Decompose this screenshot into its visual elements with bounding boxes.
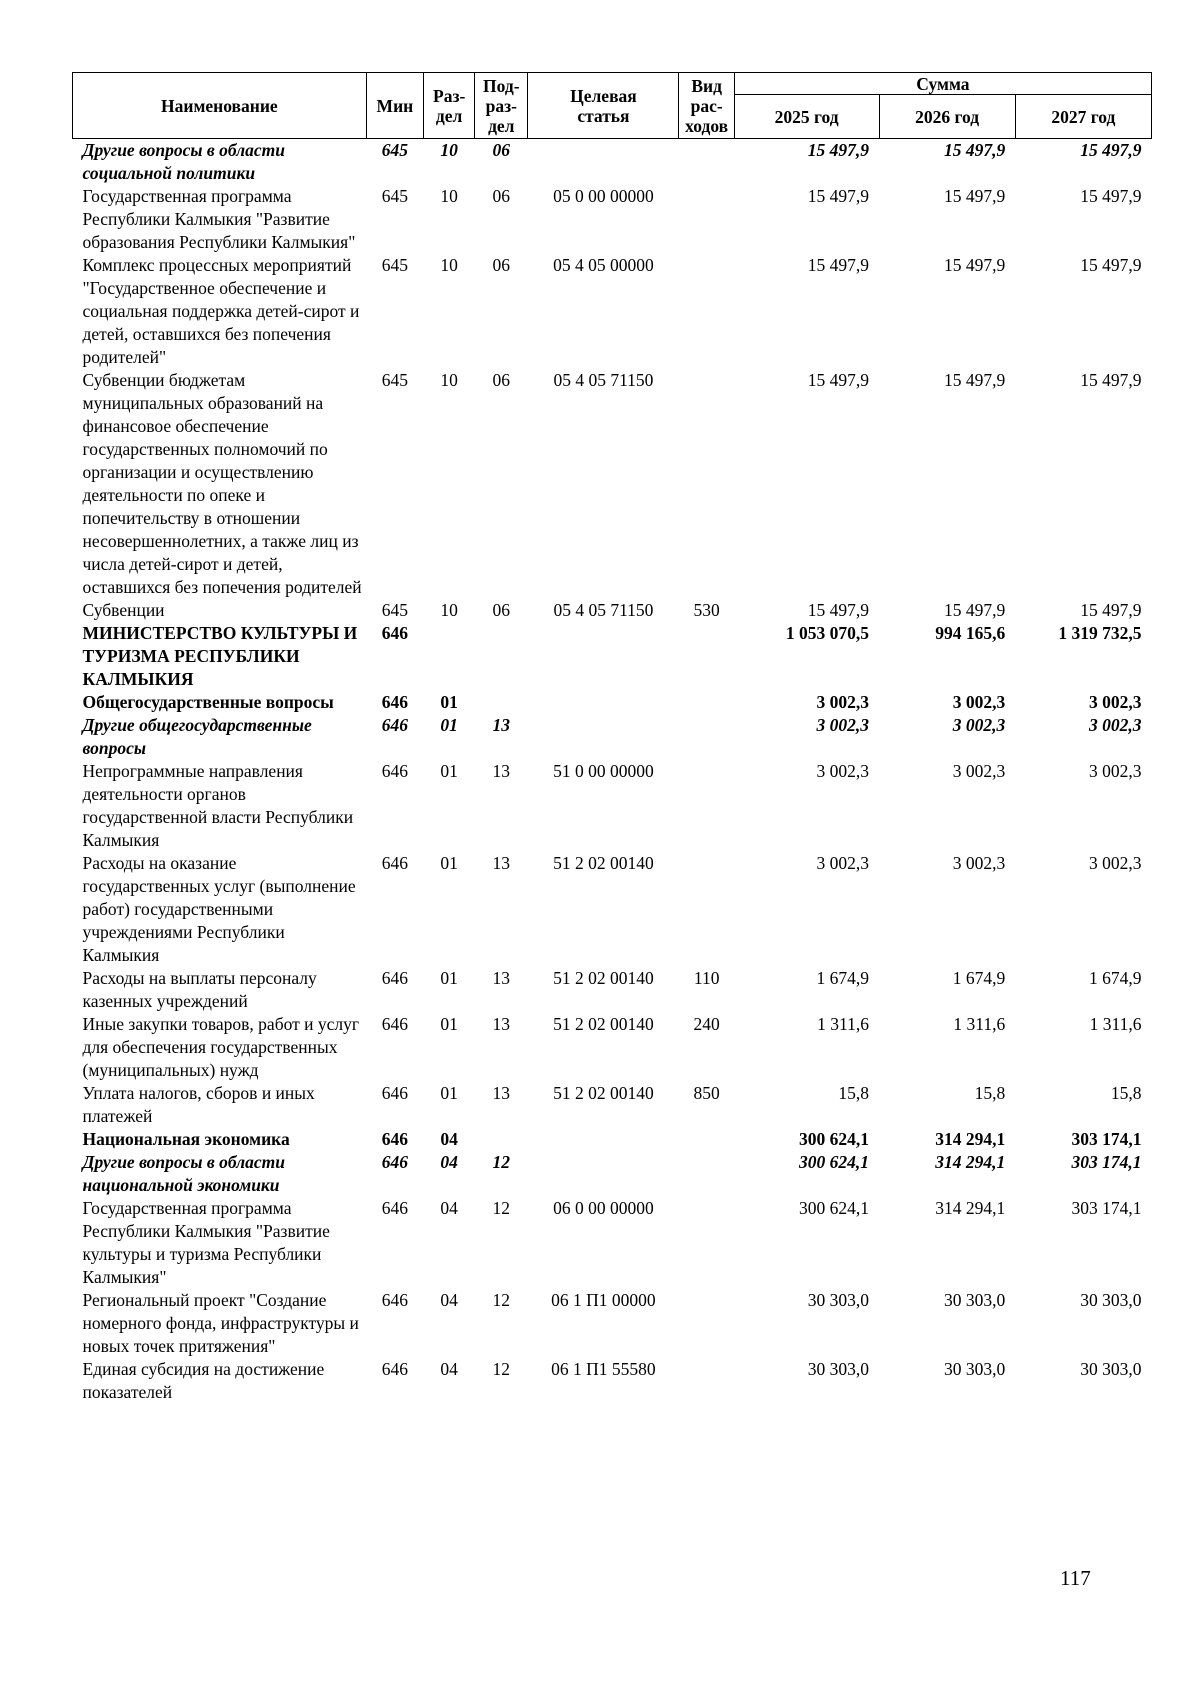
- row-razdel: 01: [440, 1083, 458, 1103]
- row-sum-2026: 3 002,3: [952, 715, 1006, 735]
- row-vid-rashodov: [679, 1289, 734, 1358]
- row-min: 646: [381, 1290, 409, 1310]
- header-vid-rashodov: Вид рас- ходов: [679, 73, 734, 139]
- row-sum-2025: 1 674,9: [816, 968, 870, 988]
- table-row: [73, 139, 1152, 186]
- row-name: Региональный проект "Создание номерного фонда, инфраструктуры и новых точек притяжения": [82, 1290, 359, 1356]
- row-podrazdel: 13: [492, 1083, 511, 1103]
- row-sum-2025: 30 303,0: [807, 1359, 870, 1379]
- row-sum-2027: 15 497,9: [1080, 140, 1142, 160]
- row-celevaya-statya: 05 4 05 71150: [553, 370, 654, 390]
- row-sum-2027: 15 497,9: [1080, 255, 1142, 275]
- row-sum-2027: 15,8: [1110, 1083, 1142, 1103]
- row-sum-2026: 15 497,9: [943, 140, 1006, 160]
- row-min: 646: [381, 1083, 409, 1103]
- row-sum-2026: 30 303,0: [943, 1359, 1006, 1379]
- row-podrazdel: 13: [492, 853, 511, 873]
- row-sum-2025: 30 303,0: [807, 1290, 870, 1310]
- row-sum-2026: 994 165,6: [935, 623, 1006, 643]
- table-row: [73, 599, 1152, 622]
- row-vid-rashodov: [679, 1197, 734, 1289]
- row-sum-2025: 3 002,3: [816, 853, 870, 873]
- row-podrazdel: 06: [492, 370, 511, 390]
- row-razdel: 10: [440, 370, 458, 390]
- row-celevaya-statya: 51 2 02 00140: [553, 853, 654, 873]
- row-name: Уплата налогов, сборов и иных платежей: [82, 1083, 315, 1126]
- row-sum-2027: 30 303,0: [1080, 1290, 1142, 1310]
- row-min: 645: [381, 600, 409, 620]
- header-name: Наименование: [73, 73, 367, 139]
- row-min: 646: [381, 1198, 409, 1218]
- page-number: 117: [1060, 1566, 1091, 1590]
- row-name: Непрограммные направления деятельности органов государственной власти Республики Калмыкия: [82, 761, 354, 850]
- row-sum-2025: 1 311,6: [817, 1014, 870, 1034]
- row-celevaya-statya: 51 2 02 00140: [553, 1083, 654, 1103]
- row-sum-2027: 15 497,9: [1080, 186, 1142, 206]
- row-podrazdel: 06: [492, 600, 511, 620]
- row-sum-2027: 3 002,3: [1089, 692, 1142, 712]
- row-podrazdel: 06: [492, 140, 511, 160]
- row-razdel: 10: [440, 186, 458, 206]
- row-min: 646: [381, 853, 409, 873]
- row-name: Иные закупки товаров, работ и услуг для обеспечения государственных (муниципальных) нужд: [82, 1014, 360, 1080]
- row-name: Другие вопросы в области социальной политики: [82, 140, 286, 183]
- row-celevaya-statya: 06 1 П1 55580: [551, 1359, 656, 1379]
- row-sum-2026: 15,8: [974, 1083, 1006, 1103]
- row-celevaya-statya: [528, 691, 679, 714]
- row-celevaya-statya: [528, 139, 679, 186]
- row-min: 646: [381, 1359, 409, 1379]
- row-sum-2027: 15 497,9: [1080, 600, 1142, 620]
- row-vid-rashodov: 530: [693, 600, 720, 620]
- row-name: Расходы на выплаты персоналу казенных учреждений: [82, 968, 317, 1011]
- row-name: Комплекс процессных мероприятий "Государственное обеспечение и социальная поддержка детей-сирот и детей, оставшихся без попечения родителей": [82, 255, 360, 367]
- table-row: [73, 1128, 1152, 1151]
- row-podrazdel: 13: [492, 968, 511, 988]
- header-min: Мин: [366, 73, 423, 139]
- row-razdel: [424, 622, 475, 691]
- row-name: Национальная экономика: [82, 1129, 290, 1149]
- header-2025: 2025 год: [734, 95, 879, 139]
- row-sum-2027: 15 497,9: [1080, 370, 1142, 390]
- row-vid-rashodov: [679, 691, 734, 714]
- row-vid-rashodov: [679, 852, 734, 967]
- row-min: 646: [381, 1152, 409, 1172]
- row-celevaya-statya: 05 4 05 71150: [553, 600, 654, 620]
- row-celevaya-statya: 06 1 П1 00000: [551, 1290, 656, 1310]
- row-min: 646: [381, 1014, 409, 1034]
- row-celevaya-statya: [528, 714, 679, 760]
- row-sum-2027: 3 002,3: [1089, 761, 1142, 781]
- row-sum-2026: 3 002,3: [952, 761, 1006, 781]
- row-podrazdel: 13: [492, 1014, 511, 1034]
- row-sum-2027: 303 174,1: [1071, 1198, 1142, 1218]
- row-razdel: 01: [440, 968, 458, 988]
- row-razdel: 04: [440, 1290, 458, 1310]
- row-name: Единая субсидия на достижение показателей: [82, 1359, 325, 1402]
- row-sum-2026: 1 311,6: [953, 1014, 1006, 1034]
- row-celevaya-statya: 05 4 05 00000: [553, 255, 654, 275]
- row-sum-2026: 3 002,3: [952, 853, 1006, 873]
- row-sum-2026: 1 674,9: [952, 968, 1006, 988]
- table-row: [73, 369, 1152, 599]
- row-razdel: 04: [440, 1359, 458, 1379]
- row-vid-rashodov: [679, 1128, 734, 1151]
- table-row: [73, 254, 1152, 369]
- row-sum-2025: 3 002,3: [816, 761, 870, 781]
- row-min: 645: [381, 186, 409, 206]
- row-sum-2025: 300 624,1: [799, 1198, 870, 1218]
- header-2027: 2027 год: [1015, 95, 1151, 139]
- row-sum-2026: 15 497,9: [943, 255, 1006, 275]
- row-razdel: 01: [440, 1014, 458, 1034]
- row-podrazdel: [475, 1128, 528, 1151]
- row-min: 646: [381, 623, 409, 643]
- row-razdel: 01: [440, 853, 458, 873]
- document-page: [72, 72, 1152, 1404]
- row-sum-2025: 15 497,9: [807, 600, 870, 620]
- row-celevaya-statya: 51 2 02 00140: [553, 968, 654, 988]
- row-sum-2027: 1 319 732,5: [1058, 623, 1142, 643]
- row-min: 646: [381, 1129, 409, 1149]
- row-celevaya-statya: [528, 622, 679, 691]
- row-sum-2025: 15,8: [838, 1083, 870, 1103]
- row-celevaya-statya: [528, 1128, 679, 1151]
- row-razdel: 04: [440, 1129, 458, 1149]
- row-sum-2025: 3 002,3: [816, 715, 870, 735]
- row-vid-rashodov: 110: [693, 968, 720, 988]
- row-podrazdel: [475, 691, 528, 714]
- row-vid-rashodov: [679, 714, 734, 760]
- row-podrazdel: 13: [492, 715, 511, 735]
- header-celevaya-statya: Целевая статья: [528, 73, 679, 139]
- row-vid-rashodov: [679, 760, 734, 852]
- row-razdel: 10: [440, 600, 458, 620]
- row-razdel: 04: [440, 1198, 458, 1218]
- row-vid-rashodov: 240: [693, 1014, 720, 1034]
- budget-table: [72, 72, 1152, 1404]
- row-podrazdel: 12: [492, 1152, 511, 1172]
- table-row: [73, 1013, 1152, 1082]
- header-summa: Сумма: [734, 73, 1151, 95]
- table-row: [73, 760, 1152, 852]
- row-vid-rashodov: [679, 1151, 734, 1197]
- row-min: 646: [381, 968, 409, 988]
- row-podrazdel: 06: [492, 186, 511, 206]
- table-row: [73, 852, 1152, 967]
- row-sum-2025: 300 624,1: [799, 1129, 870, 1149]
- row-sum-2025: 15 497,9: [807, 186, 870, 206]
- table-row: [73, 1082, 1152, 1128]
- row-razdel: 01: [440, 692, 458, 712]
- row-sum-2025: 15 497,9: [807, 370, 870, 390]
- row-razdel: 10: [440, 140, 458, 160]
- table-row: [73, 967, 1152, 1013]
- row-min: 646: [381, 715, 409, 735]
- row-name: Государственная программа Республики Калмыкия "Развитие культуры и туризма Республики Калмыкия": [82, 1198, 330, 1287]
- row-vid-rashodov: [679, 139, 734, 186]
- row-sum-2026: 15 497,9: [943, 370, 1006, 390]
- table-row: [73, 714, 1152, 760]
- header-razdel: Раз- дел: [424, 73, 475, 139]
- row-sum-2027: 303 174,1: [1071, 1129, 1142, 1149]
- row-sum-2026: 3 002,3: [952, 692, 1006, 712]
- row-sum-2027: 3 002,3: [1089, 715, 1142, 735]
- table-row: [73, 622, 1152, 691]
- row-name: Государственная программа Республики Калмыкия "Развитие образования Республики Калмыкия": [82, 186, 356, 252]
- table-row: [73, 1358, 1152, 1404]
- row-sum-2025: 15 497,9: [807, 255, 870, 275]
- row-sum-2025: 1 053 070,5: [785, 623, 870, 643]
- row-name: Субвенции: [82, 600, 165, 620]
- row-vid-rashodov: [679, 185, 734, 254]
- row-min: 646: [381, 692, 409, 712]
- row-sum-2025: 300 624,1: [799, 1152, 870, 1172]
- row-sum-2026: 314 294,1: [935, 1129, 1006, 1149]
- row-sum-2027: 30 303,0: [1080, 1359, 1142, 1379]
- row-sum-2027: 303 174,1: [1071, 1152, 1142, 1172]
- table-row: [73, 1289, 1152, 1358]
- row-min: 645: [381, 370, 409, 390]
- row-razdel: 01: [440, 715, 458, 735]
- row-sum-2026: 314 294,1: [935, 1152, 1006, 1172]
- row-podrazdel: [475, 622, 528, 691]
- row-name: Другие вопросы в области национальной экономики: [82, 1152, 286, 1195]
- row-podrazdel: 12: [492, 1290, 511, 1310]
- row-celevaya-statya: [528, 1151, 679, 1197]
- header-podrazdel: Под- раз- дел: [475, 73, 528, 139]
- row-razdel: 04: [440, 1152, 458, 1172]
- row-razdel: 01: [440, 761, 458, 781]
- row-sum-2026: 15 497,9: [943, 186, 1006, 206]
- table-row: [73, 1151, 1152, 1197]
- table-body: [73, 139, 1152, 1405]
- row-min: 646: [381, 761, 409, 781]
- row-min: 645: [381, 255, 409, 275]
- header-2026: 2026 год: [879, 95, 1015, 139]
- row-podrazdel: 12: [492, 1359, 511, 1379]
- row-podrazdel: 12: [492, 1198, 511, 1218]
- row-vid-rashodov: [679, 622, 734, 691]
- table-row: [73, 691, 1152, 714]
- row-sum-2026: 30 303,0: [943, 1290, 1006, 1310]
- row-sum-2026: 314 294,1: [935, 1198, 1006, 1218]
- row-vid-rashodov: [679, 1358, 734, 1404]
- row-vid-rashodov: 850: [693, 1083, 720, 1103]
- row-razdel: 10: [440, 255, 458, 275]
- row-sum-2026: 15 497,9: [943, 600, 1006, 620]
- row-podrazdel: 13: [492, 761, 511, 781]
- table-row: [73, 185, 1152, 254]
- row-celevaya-statya: 06 0 00 00000: [553, 1198, 654, 1218]
- row-celevaya-statya: 51 2 02 00140: [553, 1014, 654, 1034]
- row-name: МИНИСТЕРСТВО КУЛЬТУРЫ И ТУРИЗМА РЕСПУБЛИКИ КАЛМЫКИЯ: [82, 623, 358, 689]
- row-podrazdel: 06: [492, 255, 511, 275]
- row-celevaya-statya: 05 0 00 00000: [553, 186, 654, 206]
- row-vid-rashodov: [679, 369, 734, 599]
- row-vid-rashodov: [679, 254, 734, 369]
- row-sum-2025: 15 497,9: [807, 140, 870, 160]
- row-celevaya-statya: 51 0 00 00000: [553, 761, 654, 781]
- row-sum-2027: 3 002,3: [1089, 853, 1142, 873]
- row-name: Общегосударственные вопросы: [82, 692, 334, 712]
- row-name: Другие общегосударственные вопросы: [82, 715, 312, 758]
- row-sum-2027: 1 311,6: [1089, 1014, 1142, 1034]
- row-name: Субвенции бюджетам муниципальных образований на финансовое обеспечение государственных полномочий по организации и осуществлению деятельности по опеке и попечительству в отношении несовершеннолетних, а также лиц из числа детей-сирот и детей, оставшихся без попечения родителей: [82, 370, 362, 597]
- row-min: 645: [381, 140, 409, 160]
- row-sum-2027: 1 674,9: [1089, 968, 1142, 988]
- row-sum-2025: 3 002,3: [816, 692, 870, 712]
- row-name: Расходы на оказание государственных услуг (выполнение работ) государственными учреждениями Республики Калмыкия: [82, 853, 356, 965]
- table-row: [73, 1197, 1152, 1289]
